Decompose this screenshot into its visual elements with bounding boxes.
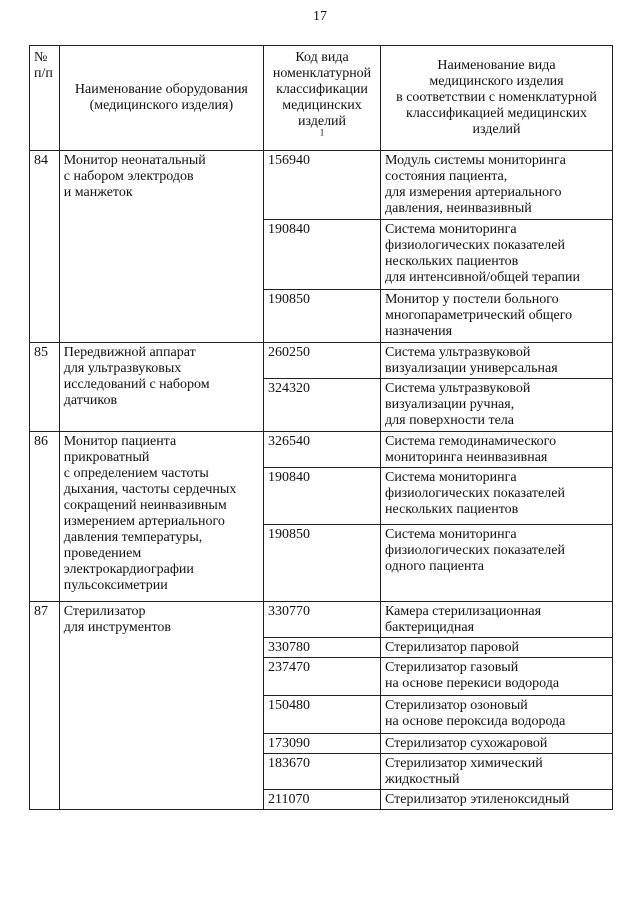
table-row (30, 432, 613, 468)
classification-code: 150480 (264, 696, 381, 734)
row-number: 86 (30, 432, 60, 602)
row-number: 84 (30, 151, 60, 343)
classification-code: 156940 (264, 151, 381, 220)
row-number: 87 (30, 602, 60, 810)
device-type-name: Система гемодинамического мониторинга неинвазивная (381, 432, 613, 468)
classification-code: 183670 (264, 754, 381, 790)
header-classification-code: Код вида номенклатурной классификации медицинских изделий $^1$ (264, 46, 381, 151)
classification-code: 190850 (264, 525, 381, 602)
row-number: 85 (30, 343, 60, 432)
classification-code: 190840 (264, 468, 381, 525)
device-type-name: Стерилизатор этиленоксидный (381, 790, 613, 810)
page-number: 17 (313, 9, 327, 24)
device-type-name: Система мониторинга физиологических показателей одного пациента (381, 525, 613, 602)
device-type-name: Система мониторинга физиологических показателей нескольких пациентов (381, 468, 613, 525)
classification-code: 190850 (264, 290, 381, 343)
classification-code: 211070 (264, 790, 381, 810)
equipment-name: Передвижной аппарат для ультразвуковых исследований с набором датчиков (59, 343, 263, 432)
header-number: № п/п (30, 46, 60, 151)
classification-code: 237470 (264, 658, 381, 696)
classification-code: 326540 (264, 432, 381, 468)
device-type-name: Система ультразвуковой визуализации ручная, для поверхности тела (381, 379, 613, 432)
classification-code: 330770 (264, 602, 381, 638)
classification-code: 330780 (264, 638, 381, 658)
device-type-name: Система мониторинга физиологических показателей нескольких пациентов для интенсивной/общей терапии (381, 220, 613, 290)
device-type-name: Система ультразвуковой визуализации универсальная (381, 343, 613, 379)
footnote-marker: 1 (319, 127, 325, 138)
classification-code: 260250 (264, 343, 381, 379)
device-type-name: Стерилизатор химический жидкостный (381, 754, 613, 790)
device-type-name: Камера стерилизационная бактерицидная (381, 602, 613, 638)
table-row (30, 151, 613, 220)
classification-code: 324320 (264, 379, 381, 432)
table-header-row (30, 46, 613, 151)
header-equipment-name: Наименование оборудования (медицинского изделия) (59, 46, 263, 151)
device-type-name: Модуль системы мониторинга состояния пациента, для измерения артериального давления, неинвазивный (381, 151, 613, 220)
equipment-name: Стерилизатор для инструментов (59, 602, 263, 810)
classification-code: 190840 (264, 220, 381, 290)
device-type-name: Стерилизатор паровой (381, 638, 613, 658)
device-type-name: Стерилизатор озоновый на основе пероксида водорода (381, 696, 613, 734)
classification-code: 173090 (264, 734, 381, 754)
equipment-name: Монитор пациента прикроватный с определением частоты дыхания, частоты сердечных сокращений неинвазивным измерением артериального давления температуры, проведением электрокардиографии пульсоксиметрии (59, 432, 263, 602)
device-type-name: Монитор у постели больного многопараметрический общего назначения (381, 290, 613, 343)
table-row (30, 343, 613, 379)
table-row (30, 602, 613, 638)
table-body (30, 151, 613, 810)
device-type-name: Стерилизатор газовый на основе перекиси водорода (381, 658, 613, 696)
equipment-table (29, 45, 613, 810)
header-device-type-name: Наименование вида медицинского изделия в соответствии с номенклатурной классификацией медицинских изделий (381, 46, 613, 151)
device-type-name: Стерилизатор сухожаровой (381, 734, 613, 754)
equipment-name: Монитор неонатальный с набором электродов и манжеток (59, 151, 263, 343)
